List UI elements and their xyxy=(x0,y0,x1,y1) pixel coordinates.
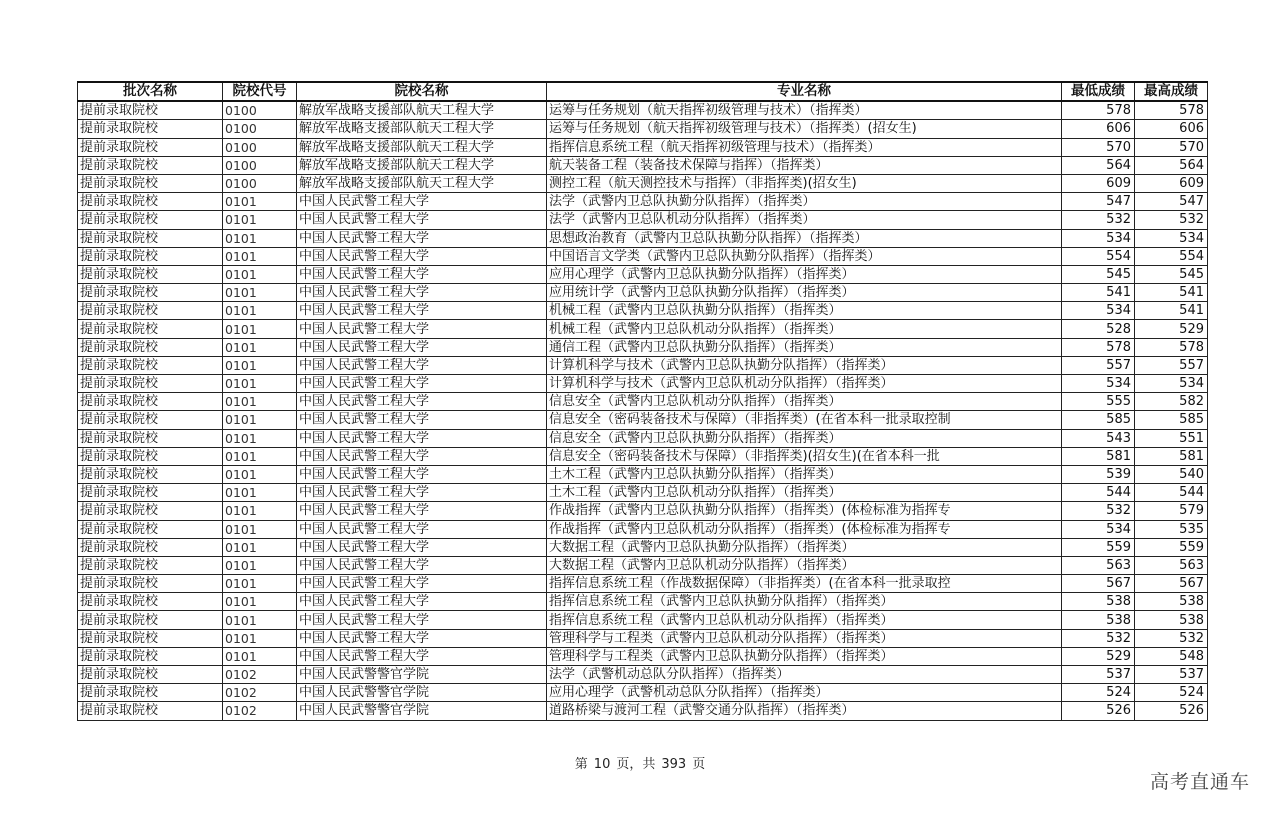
cell-school-name: 中国人民武警工程大学 xyxy=(297,265,547,283)
cell-batch: 提前录取院校 xyxy=(78,520,223,538)
cell-min-score: 606 xyxy=(1062,120,1135,138)
cell-max-score: 540 xyxy=(1135,465,1208,483)
cell-school-name: 解放军战略支援部队航天工程大学 xyxy=(297,138,547,156)
column-header-batch: 批次名称 xyxy=(78,82,223,101)
table-row xyxy=(78,375,1208,393)
table-row xyxy=(78,284,1208,302)
column-header-max-score: 最高成绩 xyxy=(1135,82,1208,101)
admission-scores-table xyxy=(77,81,1208,721)
cell-min-score: 532 xyxy=(1062,211,1135,229)
cell-school-code: 0101 xyxy=(223,265,297,283)
cell-min-score: 543 xyxy=(1062,429,1135,447)
cell-major-name: 中国语言文学类（武警内卫总队执勤分队指挥）（指挥类） xyxy=(547,247,1062,265)
cell-major-name: 应用心理学（武警机动总队分队指挥）（指挥类） xyxy=(547,684,1062,702)
cell-school-name: 中国人民武警工程大学 xyxy=(297,193,547,211)
cell-max-score: 579 xyxy=(1135,502,1208,520)
cell-school-name: 中国人民武警工程大学 xyxy=(297,302,547,320)
cell-major-name: 机械工程（武警内卫总队机动分队指挥）（指挥类） xyxy=(547,320,1062,338)
cell-batch: 提前录取院校 xyxy=(78,138,223,156)
cell-min-score: 578 xyxy=(1062,101,1135,120)
cell-major-name: 计算机科学与技术（武警内卫总队执勤分队指挥）（指挥类） xyxy=(547,356,1062,374)
cell-major-name: 信息安全（武警内卫总队执勤分队指挥）（指挥类） xyxy=(547,429,1062,447)
cell-max-score: 541 xyxy=(1135,302,1208,320)
cell-max-score: 545 xyxy=(1135,265,1208,283)
cell-major-name: 计算机科学与技术（武警内卫总队机动分队指挥）（指挥类） xyxy=(547,375,1062,393)
cell-min-score: 528 xyxy=(1062,320,1135,338)
cell-major-name: 运筹与任务规划（航天指挥初级管理与技术）（指挥类） xyxy=(547,101,1062,120)
cell-batch: 提前录取院校 xyxy=(78,647,223,665)
cell-school-name: 中国人民武警工程大学 xyxy=(297,429,547,447)
cell-school-code: 0101 xyxy=(223,247,297,265)
cell-max-score: 564 xyxy=(1135,156,1208,174)
footer-page-number: 10 xyxy=(593,757,611,772)
column-header-school-code: 院校代号 xyxy=(223,82,297,101)
table-row xyxy=(78,502,1208,520)
cell-batch: 提前录取院校 xyxy=(78,393,223,411)
cell-school-code: 0101 xyxy=(223,465,297,483)
footer-mid: 页，共 xyxy=(616,757,656,772)
cell-batch: 提前录取院校 xyxy=(78,411,223,429)
cell-school-name: 中国人民武警工程大学 xyxy=(297,520,547,538)
cell-min-score: 559 xyxy=(1062,538,1135,556)
cell-max-score: 541 xyxy=(1135,284,1208,302)
cell-max-score: 606 xyxy=(1135,120,1208,138)
cell-min-score: 570 xyxy=(1062,138,1135,156)
cell-school-name: 解放军战略支援部队航天工程大学 xyxy=(297,101,547,120)
cell-school-code: 0101 xyxy=(223,211,297,229)
cell-batch: 提前录取院校 xyxy=(78,684,223,702)
cell-max-score: 551 xyxy=(1135,429,1208,447)
cell-major-name: 管理科学与工程类（武警内卫总队机动分队指挥）（指挥类） xyxy=(547,629,1062,647)
cell-school-name: 中国人民武警工程大学 xyxy=(297,356,547,374)
table-row xyxy=(78,647,1208,665)
table-row xyxy=(78,211,1208,229)
cell-school-name: 中国人民武警工程大学 xyxy=(297,502,547,520)
table-row xyxy=(78,156,1208,174)
source-watermark: 高考直通车 xyxy=(1149,771,1250,793)
cell-min-score: 538 xyxy=(1062,611,1135,629)
table-row xyxy=(78,247,1208,265)
cell-school-code: 0101 xyxy=(223,411,297,429)
cell-school-code: 0101 xyxy=(223,429,297,447)
table-row xyxy=(78,393,1208,411)
table-row xyxy=(78,338,1208,356)
cell-max-score: 585 xyxy=(1135,411,1208,429)
cell-max-score: 538 xyxy=(1135,611,1208,629)
column-header-school-name: 院校名称 xyxy=(297,82,547,101)
table-row xyxy=(78,447,1208,465)
cell-min-score: 544 xyxy=(1062,484,1135,502)
cell-min-score: 539 xyxy=(1062,465,1135,483)
cell-batch: 提前录取院校 xyxy=(78,356,223,374)
cell-max-score: 532 xyxy=(1135,629,1208,647)
table-row xyxy=(78,302,1208,320)
cell-batch: 提前录取院校 xyxy=(78,629,223,647)
cell-school-code: 0101 xyxy=(223,284,297,302)
table-row xyxy=(78,429,1208,447)
cell-major-name: 思想政治教育（武警内卫总队执勤分队指挥）（指挥类） xyxy=(547,229,1062,247)
cell-school-name: 中国人民武警工程大学 xyxy=(297,375,547,393)
cell-max-score: 578 xyxy=(1135,338,1208,356)
cell-major-name: 指挥信息系统工程（武警内卫总队执勤分队指挥）（指挥类） xyxy=(547,593,1062,611)
cell-min-score: 534 xyxy=(1062,229,1135,247)
table-row xyxy=(78,320,1208,338)
table-row xyxy=(78,556,1208,574)
cell-batch: 提前录取院校 xyxy=(78,265,223,283)
cell-batch: 提前录取院校 xyxy=(78,702,223,720)
cell-school-code: 0101 xyxy=(223,575,297,593)
cell-school-code: 0101 xyxy=(223,302,297,320)
cell-school-code: 0102 xyxy=(223,702,297,720)
cell-min-score: 555 xyxy=(1062,393,1135,411)
cell-max-score: 547 xyxy=(1135,193,1208,211)
cell-major-name: 机械工程（武警内卫总队执勤分队指挥）（指挥类） xyxy=(547,302,1062,320)
cell-school-code: 0102 xyxy=(223,684,297,702)
cell-school-name: 解放军战略支援部队航天工程大学 xyxy=(297,156,547,174)
cell-max-score: 537 xyxy=(1135,666,1208,684)
table-row xyxy=(78,120,1208,138)
cell-batch: 提前录取院校 xyxy=(78,465,223,483)
footer-prefix: 第 xyxy=(574,757,588,772)
cell-school-code: 0102 xyxy=(223,666,297,684)
cell-school-code: 0100 xyxy=(223,138,297,156)
cell-max-score: 544 xyxy=(1135,484,1208,502)
cell-max-score: 534 xyxy=(1135,229,1208,247)
cell-min-score: 538 xyxy=(1062,593,1135,611)
cell-max-score: 532 xyxy=(1135,211,1208,229)
cell-school-code: 0101 xyxy=(223,556,297,574)
cell-school-code: 0101 xyxy=(223,193,297,211)
admission-table-container xyxy=(77,81,1207,721)
cell-max-score: 554 xyxy=(1135,247,1208,265)
cell-major-name: 信息安全（密码装备技术与保障）（非指挥类)(招女生)(在省本科一批 xyxy=(547,447,1062,465)
cell-batch: 提前录取院校 xyxy=(78,666,223,684)
cell-school-code: 0101 xyxy=(223,538,297,556)
cell-major-name: 测控工程（航天测控技术与指挥）（非指挥类)(招女生) xyxy=(547,174,1062,192)
cell-school-code: 0101 xyxy=(223,320,297,338)
cell-major-name: 法学（武警内卫总队执勤分队指挥）（指挥类） xyxy=(547,193,1062,211)
cell-batch: 提前录取院校 xyxy=(78,284,223,302)
cell-min-score: 524 xyxy=(1062,684,1135,702)
cell-min-score: 537 xyxy=(1062,666,1135,684)
cell-batch: 提前录取院校 xyxy=(78,302,223,320)
cell-batch: 提前录取院校 xyxy=(78,320,223,338)
cell-min-score: 581 xyxy=(1062,447,1135,465)
column-header-min-score: 最低成绩 xyxy=(1062,82,1135,101)
cell-max-score: 534 xyxy=(1135,375,1208,393)
cell-batch: 提前录取院校 xyxy=(78,174,223,192)
column-header-major-name: 专业名称 xyxy=(547,82,1062,101)
cell-min-score: 532 xyxy=(1062,502,1135,520)
cell-school-code: 0101 xyxy=(223,629,297,647)
table-header-row xyxy=(78,82,1208,101)
table-row xyxy=(78,520,1208,538)
table-row xyxy=(78,684,1208,702)
cell-school-code: 0101 xyxy=(223,647,297,665)
cell-school-name: 中国人民武警工程大学 xyxy=(297,447,547,465)
cell-max-score: 581 xyxy=(1135,447,1208,465)
page-footer xyxy=(0,753,1280,772)
table-row xyxy=(78,575,1208,593)
table-row xyxy=(78,101,1208,120)
cell-major-name: 通信工程（武警内卫总队执勤分队指挥）（指挥类） xyxy=(547,338,1062,356)
cell-min-score: 564 xyxy=(1062,156,1135,174)
cell-batch: 提前录取院校 xyxy=(78,593,223,611)
cell-batch: 提前录取院校 xyxy=(78,101,223,120)
cell-school-name: 中国人民武警工程大学 xyxy=(297,575,547,593)
cell-major-name: 指挥信息系统工程（航天指挥初级管理与技术）（指挥类） xyxy=(547,138,1062,156)
cell-major-name: 土木工程（武警内卫总队执勤分队指挥）（指挥类） xyxy=(547,465,1062,483)
cell-major-name: 大数据工程（武警内卫总队执勤分队指挥）（指挥类） xyxy=(547,538,1062,556)
cell-max-score: 563 xyxy=(1135,556,1208,574)
table-body xyxy=(78,101,1208,720)
cell-major-name: 法学（武警机动总队分队指挥）（指挥类） xyxy=(547,666,1062,684)
cell-max-score: 570 xyxy=(1135,138,1208,156)
cell-batch: 提前录取院校 xyxy=(78,429,223,447)
footer-total-pages: 393 xyxy=(661,757,687,772)
cell-batch: 提前录取院校 xyxy=(78,193,223,211)
cell-batch: 提前录取院校 xyxy=(78,447,223,465)
cell-major-name: 指挥信息系统工程（武警内卫总队机动分队指挥）（指挥类） xyxy=(547,611,1062,629)
cell-min-score: 578 xyxy=(1062,338,1135,356)
cell-school-name: 中国人民武警工程大学 xyxy=(297,538,547,556)
cell-school-code: 0101 xyxy=(223,484,297,502)
cell-school-name: 中国人民武警工程大学 xyxy=(297,647,547,665)
cell-major-name: 应用统计学（武警内卫总队执勤分队指挥）（指挥类） xyxy=(547,284,1062,302)
cell-school-code: 0101 xyxy=(223,502,297,520)
cell-major-name: 道路桥梁与渡河工程（武警交通分队指挥）（指挥类） xyxy=(547,702,1062,720)
cell-school-code: 0100 xyxy=(223,101,297,120)
cell-min-score: 526 xyxy=(1062,702,1135,720)
cell-major-name: 航天装备工程（装备技术保障与指挥）（指挥类） xyxy=(547,156,1062,174)
cell-school-name: 中国人民武警工程大学 xyxy=(297,229,547,247)
cell-school-code: 0101 xyxy=(223,393,297,411)
cell-batch: 提前录取院校 xyxy=(78,229,223,247)
cell-school-code: 0101 xyxy=(223,611,297,629)
table-row xyxy=(78,702,1208,720)
cell-school-code: 0101 xyxy=(223,447,297,465)
cell-school-name: 中国人民武警工程大学 xyxy=(297,320,547,338)
cell-min-score: 567 xyxy=(1062,575,1135,593)
cell-school-name: 中国人民武警工程大学 xyxy=(297,338,547,356)
cell-max-score: 559 xyxy=(1135,538,1208,556)
cell-min-score: 529 xyxy=(1062,647,1135,665)
cell-major-name: 指挥信息系统工程（作战数据保障）（非指挥类）(在省本科一批录取控 xyxy=(547,575,1062,593)
cell-school-name: 中国人民武警工程大学 xyxy=(297,484,547,502)
table-row xyxy=(78,538,1208,556)
cell-major-name: 管理科学与工程类（武警内卫总队执勤分队指挥）（指挥类） xyxy=(547,647,1062,665)
cell-major-name: 运筹与任务规划（航天指挥初级管理与技术）（指挥类）(招女生) xyxy=(547,120,1062,138)
cell-major-name: 土木工程（武警内卫总队机动分队指挥）（指挥类） xyxy=(547,484,1062,502)
cell-max-score: 529 xyxy=(1135,320,1208,338)
cell-batch: 提前录取院校 xyxy=(78,247,223,265)
cell-min-score: 585 xyxy=(1062,411,1135,429)
table-row xyxy=(78,138,1208,156)
cell-max-score: 582 xyxy=(1135,393,1208,411)
cell-school-name: 中国人民武警工程大学 xyxy=(297,629,547,647)
cell-school-code: 0101 xyxy=(223,520,297,538)
cell-school-name: 中国人民武警工程大学 xyxy=(297,247,547,265)
table-row xyxy=(78,356,1208,374)
cell-school-code: 0101 xyxy=(223,338,297,356)
cell-major-name: 作战指挥（武警内卫总队机动分队指挥）（指挥类）(体检标准为指挥专 xyxy=(547,520,1062,538)
table-row xyxy=(78,666,1208,684)
table-row xyxy=(78,174,1208,192)
table-row xyxy=(78,193,1208,211)
table-row xyxy=(78,611,1208,629)
cell-min-score: 534 xyxy=(1062,375,1135,393)
cell-min-score: 557 xyxy=(1062,356,1135,374)
cell-min-score: 609 xyxy=(1062,174,1135,192)
cell-min-score: 563 xyxy=(1062,556,1135,574)
cell-school-code: 0101 xyxy=(223,375,297,393)
table-row xyxy=(78,593,1208,611)
cell-major-name: 信息安全（武警内卫总队机动分队指挥）（指挥类） xyxy=(547,393,1062,411)
cell-max-score: 609 xyxy=(1135,174,1208,192)
cell-max-score: 548 xyxy=(1135,647,1208,665)
cell-batch: 提前录取院校 xyxy=(78,338,223,356)
cell-school-name: 中国人民武警工程大学 xyxy=(297,411,547,429)
table-row xyxy=(78,629,1208,647)
cell-school-name: 解放军战略支援部队航天工程大学 xyxy=(297,174,547,192)
cell-school-code: 0101 xyxy=(223,356,297,374)
cell-school-code: 0100 xyxy=(223,120,297,138)
cell-major-name: 应用心理学（武警内卫总队执勤分队指挥）（指挥类） xyxy=(547,265,1062,283)
cell-min-score: 541 xyxy=(1062,284,1135,302)
cell-major-name: 法学（武警内卫总队机动分队指挥）（指挥类） xyxy=(547,211,1062,229)
cell-school-name: 解放军战略支援部队航天工程大学 xyxy=(297,120,547,138)
cell-school-code: 0100 xyxy=(223,156,297,174)
cell-major-name: 作战指挥（武警内卫总队执勤分队指挥）（指挥类）(体检标准为指挥专 xyxy=(547,502,1062,520)
cell-school-name: 中国人民武警工程大学 xyxy=(297,211,547,229)
cell-school-name: 中国人民武警工程大学 xyxy=(297,593,547,611)
cell-batch: 提前录取院校 xyxy=(78,156,223,174)
cell-school-name: 中国人民武警工程大学 xyxy=(297,556,547,574)
cell-max-score: 578 xyxy=(1135,101,1208,120)
cell-major-name: 大数据工程（武警内卫总队机动分队指挥）（指挥类） xyxy=(547,556,1062,574)
footer-suffix: 页 xyxy=(692,757,706,772)
cell-min-score: 545 xyxy=(1062,265,1135,283)
cell-max-score: 535 xyxy=(1135,520,1208,538)
cell-max-score: 567 xyxy=(1135,575,1208,593)
table-row xyxy=(78,229,1208,247)
cell-batch: 提前录取院校 xyxy=(78,502,223,520)
table-row xyxy=(78,411,1208,429)
cell-batch: 提前录取院校 xyxy=(78,611,223,629)
cell-batch: 提前录取院校 xyxy=(78,211,223,229)
cell-school-name: 中国人民武警工程大学 xyxy=(297,284,547,302)
cell-max-score: 538 xyxy=(1135,593,1208,611)
cell-batch: 提前录取院校 xyxy=(78,120,223,138)
table-row xyxy=(78,465,1208,483)
cell-batch: 提前录取院校 xyxy=(78,484,223,502)
cell-batch: 提前录取院校 xyxy=(78,556,223,574)
cell-min-score: 534 xyxy=(1062,302,1135,320)
table-row xyxy=(78,265,1208,283)
cell-batch: 提前录取院校 xyxy=(78,575,223,593)
cell-school-code: 0100 xyxy=(223,174,297,192)
cell-min-score: 547 xyxy=(1062,193,1135,211)
cell-school-name: 中国人民武警警官学院 xyxy=(297,684,547,702)
cell-batch: 提前录取院校 xyxy=(78,538,223,556)
cell-school-name: 中国人民武警工程大学 xyxy=(297,611,547,629)
cell-batch: 提前录取院校 xyxy=(78,375,223,393)
cell-school-name: 中国人民武警工程大学 xyxy=(297,465,547,483)
cell-min-score: 534 xyxy=(1062,520,1135,538)
cell-max-score: 524 xyxy=(1135,684,1208,702)
cell-min-score: 554 xyxy=(1062,247,1135,265)
cell-school-code: 0101 xyxy=(223,229,297,247)
cell-school-name: 中国人民武警警官学院 xyxy=(297,666,547,684)
cell-school-name: 中国人民武警工程大学 xyxy=(297,393,547,411)
cell-school-name: 中国人民武警警官学院 xyxy=(297,702,547,720)
cell-school-code: 0101 xyxy=(223,593,297,611)
cell-major-name: 信息安全（密码装备技术与保障）（非指挥类）(在省本科一批录取控制 xyxy=(547,411,1062,429)
cell-max-score: 526 xyxy=(1135,702,1208,720)
cell-max-score: 557 xyxy=(1135,356,1208,374)
table-row xyxy=(78,484,1208,502)
cell-min-score: 532 xyxy=(1062,629,1135,647)
